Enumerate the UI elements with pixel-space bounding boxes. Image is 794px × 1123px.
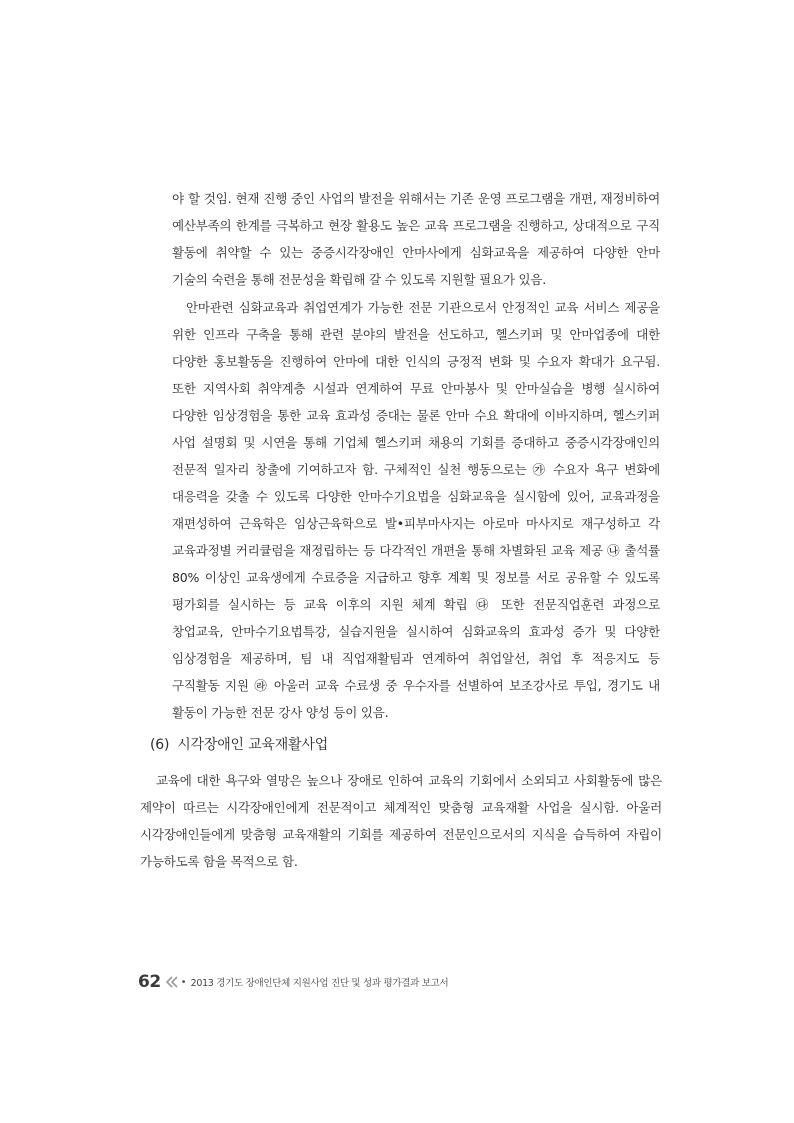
massage-program-paragraph — [172, 294, 660, 726]
page-footer — [138, 972, 448, 992]
section-title: 시각장애인 교육재활사업 — [177, 737, 329, 753]
footer-bullet: • — [180, 976, 187, 988]
section-heading — [150, 734, 328, 756]
page-number: 62 — [138, 972, 161, 992]
running-title: 2013 경기도 장애인단체 지원사업 진단 및 성과 평가결과 보고서 — [190, 978, 449, 989]
continued-paragraph — [172, 185, 660, 293]
double-chevron-left-icon — [165, 975, 179, 989]
section-body-paragraph: 교육에 대한 욕구와 열망은 높으나 장애로 인하여 교육의 기회에서 소외되고 사회활동에 많은 제약이 따르는 시각장애인에게 전문적이고 체계적인 맞춤형 교육재활 사업을 실시함. 아울러 시각장애인들에게 맞춤형 교육재활의 기회를 제공하여 전문인으로서의 지식을 습득하여 자립이 가능하도록 함을 목적으로 함. — [140, 773, 662, 869]
paragraph-text: 야 할 것임. 현재 진행 중인 사업의 발전을 위해서는 기존 운영 프로그램을 개편, 재정비하여 예산부족의 한계를 극복하고 현장 활용도 높은 교육 프로그램을 진행하고, 상대적으로 구직 활동에 취약할 수 있는 중증시각장애인 안마사에게 심화교육을 제공하여 다양한 안마 기술의 숙련을 통해 전문성을 확립해 갈 수 있도록 지원할 필요가 있음. — [172, 191, 660, 287]
section-number: (6) — [150, 737, 170, 753]
paragraph-text: 안마관련 심화교육과 취업연계가 가능한 전문 기관으로서 안정적인 교육 서비스 제공을 위한 인프라 구축을 통해 관련 분야의 발전을 선도하고, 헬스키퍼 및 안마업종에 대한 다양한 홍보활동을 진행하여 안마에 대한 인식의 긍정적 변화 및 수요자 확대가 요구됨. 또한 지역사회 취약계층 시설과 연계하여 무료 안마봉사 및 안마실습을 병행 실시하여 다양한 임상경험을 통한 교육 효과성 증대는 물론 안마 수요 확대에 이바지하며, 헬스키퍼 사업 설명회 및 시연을 통해 기업체 헬스키퍼 채용의 기회를 증대하고 중증시각장애인의 전문적 일자리 창출에 기여하고자 함. 구체적인 실천 행동으로는 ㉮ 수요자 욕구 변화에 대응력을 갖출 수 있도록 다양한 안마수기요법을 심화교육을 실시함에 있어, 교육과정을 재편성하여 근육학은 임상근육학으로 발•피부마사지는 아로마 마사지로 재구성하고 각 교육과정별 커리큘럼을 재정립하는 등 다각적인 개편을 통해 차별화된 교육 제공 ㉯ 출석률 80% 이상인 교육생에게 수료증을 지급하고 향후 계획 및 정보를 서로 공유할 수 있도록 평가회를 실시하는 등 교육 이후의 지원 체계 확립 ㉰ 또한 전문직업훈련 과정으로 창업교육, 안마수기요법특강, 실습지원을 실시하여 심화교육의 효과성 증가 및 다양한 임상경험을 제공하며, 팀 내 직업재활팀과 연계하여 취업알선, 취업 후 적응지도 등 구직활동 지원 ㉱ 아울러 교육 수료생 중 우수자를 선별하여 보조강사로 투입, 경기도 내 활동이 가능한 전문 강사 양성 등이 있음. — [172, 300, 660, 720]
